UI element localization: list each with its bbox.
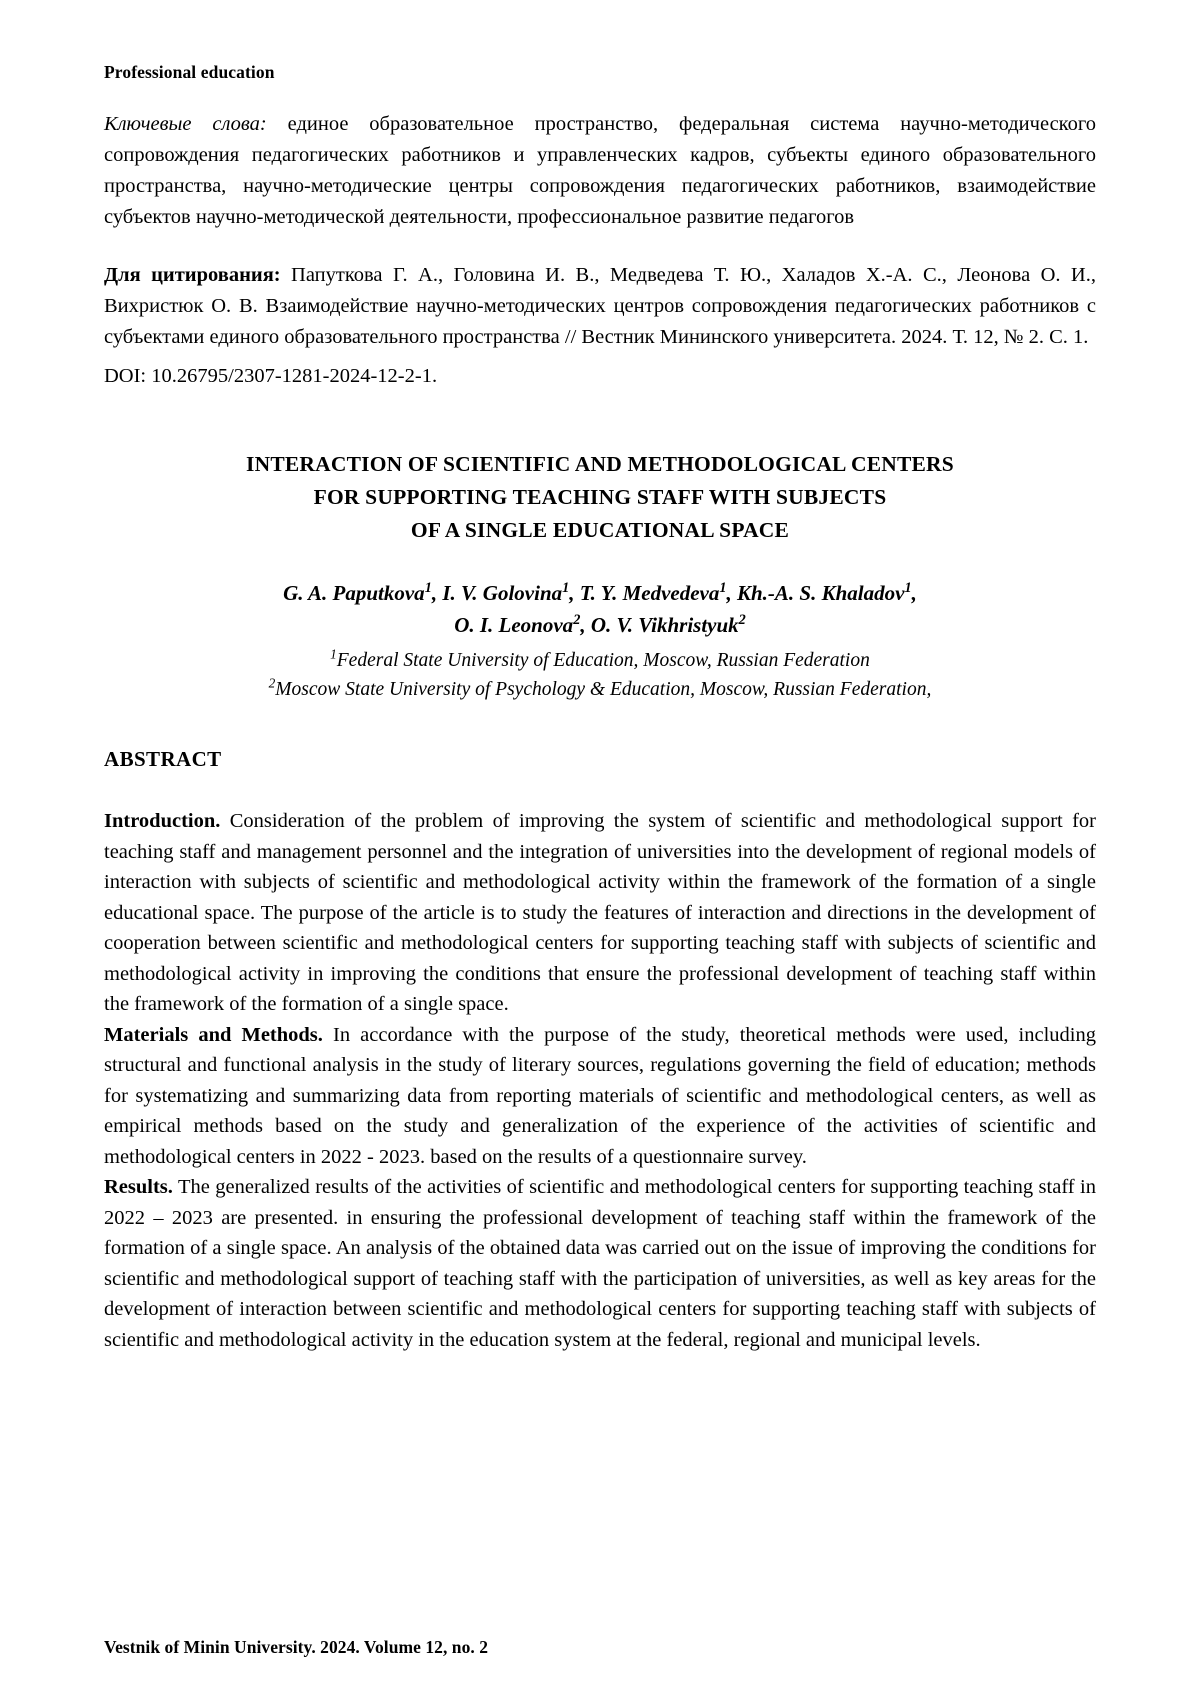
doi-line: DOI: 10.26795/2307-1281-2024-12-2-1. bbox=[104, 365, 438, 388]
author-golovina-affil-marker: 1 bbox=[562, 580, 570, 597]
author-khaladov: , Kh.-A. S. Khaladov bbox=[726, 581, 905, 606]
keywords-label: Ключевые слова: bbox=[104, 113, 267, 135]
author-paputkova: G. A. Paputkova bbox=[283, 581, 425, 606]
abstract-results bbox=[104, 1172, 1096, 1355]
running-head: Professional education bbox=[104, 62, 275, 82]
page-footer: Vestnik of Minin University. 2024. Volume 12, no. 2 bbox=[104, 1637, 489, 1657]
affiliation-2-marker: 2 bbox=[268, 675, 276, 691]
author-line-2 bbox=[104, 610, 1096, 642]
keywords-block bbox=[104, 109, 1096, 234]
abstract-materials-methods bbox=[104, 1020, 1096, 1173]
article-title-line-1: INTERACTION OF SCIENTIFIC AND METHODOLOGICAL CENTERS bbox=[246, 452, 954, 477]
affiliation-1 bbox=[104, 647, 1096, 676]
author-vikhristyuk-affil-marker: 2 bbox=[738, 611, 746, 628]
abstract-introduction-label: Introduction. bbox=[104, 809, 221, 832]
abstract-introduction bbox=[104, 806, 1096, 1020]
abstract-materials-label: Materials and Methods. bbox=[104, 1023, 323, 1046]
author-list bbox=[104, 578, 1096, 641]
affiliation-list bbox=[104, 647, 1096, 705]
article-title bbox=[104, 448, 1096, 546]
abstract-heading: ABSTRACT bbox=[104, 746, 222, 771]
author-paputkova-affil-marker: 1 bbox=[424, 580, 432, 597]
citation-label: Для цитирования: bbox=[104, 263, 281, 286]
abstract-materials-text: In accordance with the purpose of the study, theoretical methods were used, including structural and functional analysis in the study of literary sources, regulations governing the field of education; methods for systematizing and summarizing data from reporting materials of scientific and methodological centers, as well as empirical methods based on the study and generalization of the experience of the activities of scientific and methodological centers in 2022 - 2023. based on the results of a questionnaire survey. bbox=[104, 1023, 1096, 1168]
author-medvedeva-affil-marker: 1 bbox=[719, 580, 727, 597]
author-khaladov-affil-marker: 1 bbox=[904, 580, 912, 597]
affiliation-1-marker: 1 bbox=[330, 646, 337, 662]
affiliation-2 bbox=[104, 676, 1096, 705]
author-line-1 bbox=[104, 578, 1096, 610]
affiliation-2-text: Moscow State University of Psychology & Education, Moscow, Russian Federation, bbox=[275, 679, 932, 701]
citation-text: Папуткова Г. А., Головина И. В., Медведева Т. Ю., Халадов Х.-А. С., Леонова О. И., Вихристюк О. В. Взаимодействие научно-методических центров сопровождения педагогических работников с субъектами единого образовательного пространства // Вестник Мининского университета. 2024. Т. 12, № 2. С. 1. bbox=[104, 263, 1096, 348]
author-vikhristyuk: , O. V. Vikhristyuk bbox=[580, 612, 739, 637]
author-line-1-trailing: , bbox=[911, 581, 917, 606]
abstract-results-text: The generalized results of the activities of scientific and methodological centers for supporting teaching staff in 2022 – 2023 are presented. in ensuring the professional development of teaching staff within the framework of the formation of a single space. An analysis of the obtained data was carried out on the issue of improving the conditions for scientific and methodological support of teaching staff with the participation of universities, as well as key areas for the development of interaction between scientific and methodological centers for supporting teaching staff with subjects of scientific and methodological activity in the education system at the federal, regional and municipal levels. bbox=[104, 1176, 1096, 1352]
article-title-line-2: FOR SUPPORTING TEACHING STAFF WITH SUBJECTS bbox=[313, 484, 887, 509]
abstract-results-label: Results. bbox=[104, 1176, 173, 1199]
author-golovina: , I. V. Golovina bbox=[431, 581, 563, 606]
citation-block bbox=[104, 260, 1096, 353]
author-medvedeva: , T. Y. Medvedeva bbox=[569, 581, 720, 606]
affiliation-1-text: Federal State University of Education, Moscow, Russian Federation bbox=[336, 650, 870, 672]
keywords-text: единое образовательное пространство, федеральная система научно-методического сопровождения педагогических работников и управленческих кадров, субъекты единого образовательного пространства, научно-методические центры сопровождения педагогических работников, взаимодействие субъектов научно-методической деятельности, профессиональное развитие педагогов bbox=[104, 113, 1096, 229]
author-leonova-affil-marker: 2 bbox=[573, 611, 581, 628]
author-leonova: O. I. Leonova bbox=[454, 612, 574, 637]
abstract-body bbox=[104, 806, 1096, 1356]
abstract-introduction-text: Consideration of the problem of improving the system of scientific and methodological support for teaching staff and management personnel and the integration of universities into the development of regional models of interaction with subjects of scientific and methodological activity within the framework of the formation of a single educational space. The purpose of the article is to study the features of interaction and directions in the development of cooperation between scientific and methodological centers for supporting teaching staff with subjects of scientific and methodological activity in improving the conditions that ensure the professional development of teaching staff within the framework of the formation of a single space. bbox=[104, 809, 1096, 1016]
article-title-line-3: OF A SINGLE EDUCATIONAL SPACE bbox=[410, 517, 790, 542]
